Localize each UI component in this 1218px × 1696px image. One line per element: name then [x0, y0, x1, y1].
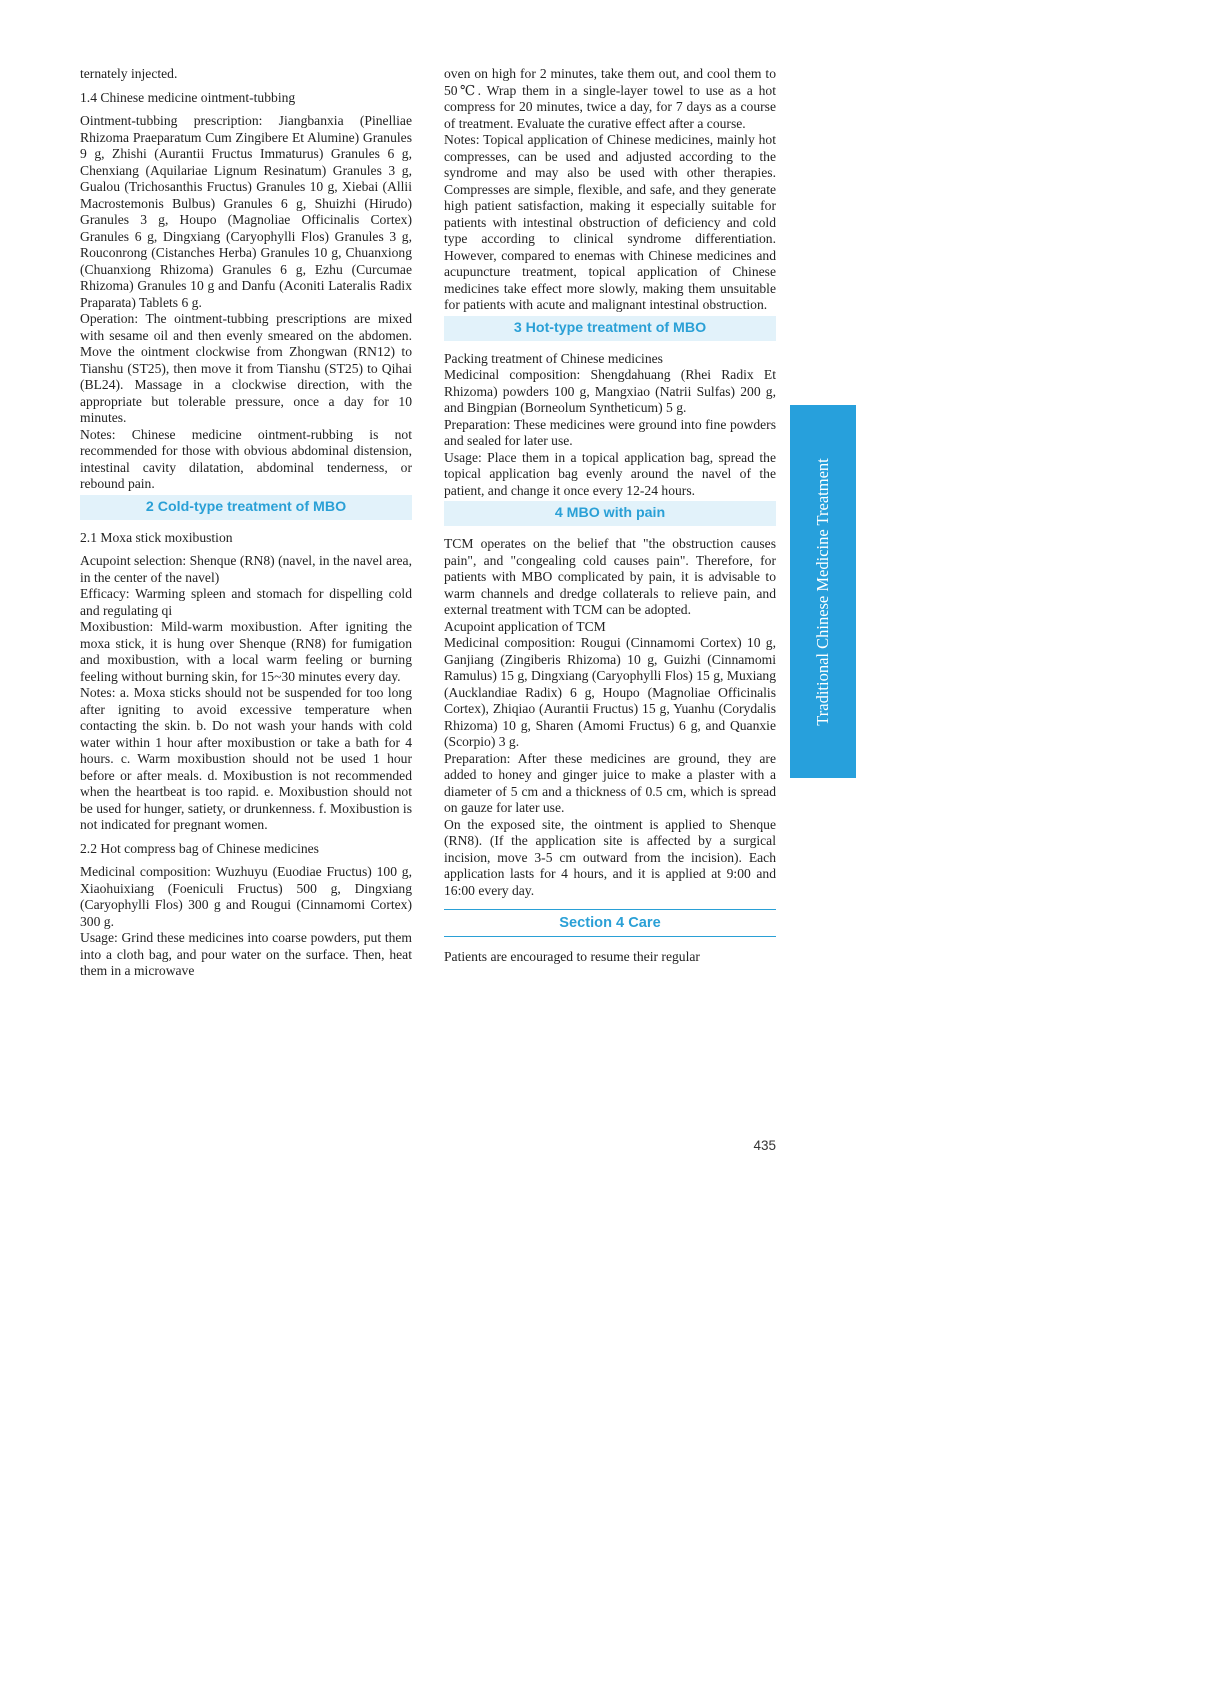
- paragraph: Preparation: These medicines were ground into fine powders and sealed for later use.: [444, 416, 776, 448]
- paragraph: ternately injected.: [80, 66, 178, 81]
- paragraph: Preparation: After these medicines are ground, they are added to honey and ginger juice to make a plaster with a diameter of 5 cm and a thickness of 0.5 cm, which is spread on gauze for later use.: [444, 750, 776, 815]
- section-heading-care: Section 4 Care: [444, 909, 776, 937]
- paragraph: Usage: Place them in a topical application bag, spread the topical application bag evenly around the navel of the patient, and change it once every 12-24 hours.: [444, 449, 776, 498]
- paragraph: Ointment-tubbing prescription: Jiangbanxia (Pinelliae Rhizoma Praeparatum Cum Zingibere Et Alumine) Granules 9 g, Zhishi (Aurantii Fructus Immaturus) Granules 6 g, Chenxiang (Aquilariae Lignum Resinatum) Granules 3 g, Gualou (Trichosanthis Fructus) Granules 10 g, Xiebai (Allii Macrostemonis Bulbus) Granules 6 g, Shuizhi (Hirudo) Granules 3 g, Houpo (Magnoliae Officinalis Cortex) Granules 6 g, Dingxiang (Caryophylli Flos) Granules 3 g, Rouconrong (Cistanches Herba) Granules 10 g, Chuanxiong (Chuanxiong Rhizoma) Granules 6 g, Ezhu (Curcumae Rhizoma) Granules 10 g and Danfu (Aconiti Lateralis Radix Praparata) Tablets 6 g.: [80, 113, 412, 310]
- paragraph: Moxibustion: Mild-warm moxibustion. After igniting the moxa stick, it is hung over Shenque (RN8) for fumigation and moxibustion, with a local warm feeling or burning feeling without burning skin, for 15~30 minutes every day.: [80, 619, 412, 684]
- paragraph: Notes: Chinese medicine ointment-rubbing is not recommended for those with obvious abdominal distension, intestinal cavity dilatation, abdominal tenderness, or rebound pain.: [80, 426, 412, 491]
- section-heading-hot-type: 3 Hot-type treatment of MBO: [444, 316, 776, 341]
- section-heading-mbo-with-pain: 4 MBO with pain: [444, 501, 776, 526]
- paragraph: Acupoint selection: Shenque (RN8) (navel, in the navel area, in the center of the navel): [80, 553, 412, 585]
- paragraph: Patients are encouraged to resume their regular: [444, 949, 700, 964]
- paragraph: Packing treatment of Chinese medicines: [444, 350, 663, 366]
- paragraph: Medicinal composition: Rougui (Cinnamomi Cortex) 10 g, Ganjiang (Zingiberis Rhizoma) 10 g, Guizhi (Cinnamomi Ramulus) 15 g, Dingxiang (Caryophylli Flos) 15 g, Muxiang (Aucklandiae Radix) 6 g, Houpo (Magnoliae Officinalis Cortex), Zhiqiao (Aurantii Fructus) 15 g, Yuanhu (Corydalis Rhizoma) 10 g, Sharen (Amomi Fructus) 6 g, and Quanxie (Scorpio) 3 g.: [444, 635, 776, 749]
- paragraph: Operation: The ointment-tubbing prescriptions are mixed with sesame oil and then evenly smeared on the abdomen. Move the ointment clockwise from Zhongwan (RN12) to Tianshu (ST25), then move it from Tianshu (ST25) to Qihai (BL24). Massage in a clockwise direction, with the appropriate but tolerable pressure, once a day for 10 minutes.: [80, 311, 412, 425]
- page-number: 435: [753, 1138, 776, 1153]
- paragraph: Notes: Topical application of Chinese medicines, mainly hot compresses, can be used and adjusted according to the syndrome and may also be used with other therapies. Compresses are simple, flexible, and safe, and they generate high patient satisfaction, making it especially suitable for patients with intestinal obstruction of deficiency and cold type according to clinical syndrome differentiation. However, compared to enemas with Chinese medicines and acupuncture treatment, topical application of Chinese medicines take effect more slowly, making them unsuitable for patients with acute and malignant intestinal obstruction.: [444, 132, 776, 312]
- paragraph: Notes: a. Moxa sticks should not be suspended for too long after igniting to avoid excessive temperature when contacting the skin. b. Do not wash your hands with cold water within 1 hour after moxibustion or take a bath for 4 hours. c. Warm moxibustion should not be used 1 hour before or after meals. d. Moxibustion is not recommended when the heartbeat is too rapid. e. Moxibustion should not be used for hunger, satiety, or drunkenness. f. Moxibustion is not indicated for pregnant women.: [80, 685, 412, 832]
- section-heading-cold-type: 2 Cold-type treatment of MBO: [80, 495, 412, 520]
- paragraph: Usage: Grind these medicines into coarse powders, put them into a cloth bag, and pour water on the surface. Then, heat them in a microwave: [80, 930, 412, 978]
- paragraph: On the exposed site, the ointment is applied to Shenque (RN8). (If the application site is affected by a surgical incision, move 3-5 cm outward from the incision). Each application lasts for 4 hours, and it is applied at 9:00 and 16:00 every day.: [444, 816, 776, 898]
- paragraph: oven on high for 2 minutes, take them out, and cool them to 50℃. Wrap them in a single-layer towel to use as a hot compress for 20 minutes, twice a day, for 7 days as a course of treatment. Evaluate the curative effect after a course.: [444, 66, 776, 131]
- subheading-2-2: 2.2 Hot compress bag of Chinese medicines: [80, 840, 319, 856]
- left-column: [80, 66, 412, 980]
- paragraph: Medicinal composition: Wuzhuyu (Euodiae Fructus) 100 g, Xiaohuixiang (Foeniculi Fructus) 500 g, Dingxiang (Caryophylli Flos) 300 g and Rougui (Cinnamomi Cortex) 300 g.: [80, 864, 412, 929]
- subheading-1-4: 1.4 Chinese medicine ointment-tubbing: [80, 89, 296, 105]
- paragraph: TCM operates on the belief that "the obstruction causes pain", and "congealing cold causes pain". Therefore, for patients with MBO complicated by pain, it is advisable to warm channels and dredge collaterals to relieve pain, and external treatment with TCM can be adopted.: [444, 536, 776, 617]
- chapter-side-tab: [790, 405, 856, 778]
- paragraph: Acupoint application of TCM: [444, 618, 606, 634]
- chapter-side-tab-label: Traditional Chinese Medicine Treatment: [813, 457, 832, 726]
- subheading-2-1: 2.1 Moxa stick moxibustion: [80, 529, 233, 545]
- right-column: [444, 66, 776, 966]
- paragraph: Efficacy: Warming spleen and stomach for dispelling cold and regulating qi: [80, 586, 412, 618]
- paragraph: Medicinal composition: Shengdahuang (Rhei Radix Et Rhizoma) powders 100 g, Mangxiao (Natrii Sulfas) 200 g, and Bingpian (Borneolum Syntheticum) 5 g.: [444, 367, 776, 415]
